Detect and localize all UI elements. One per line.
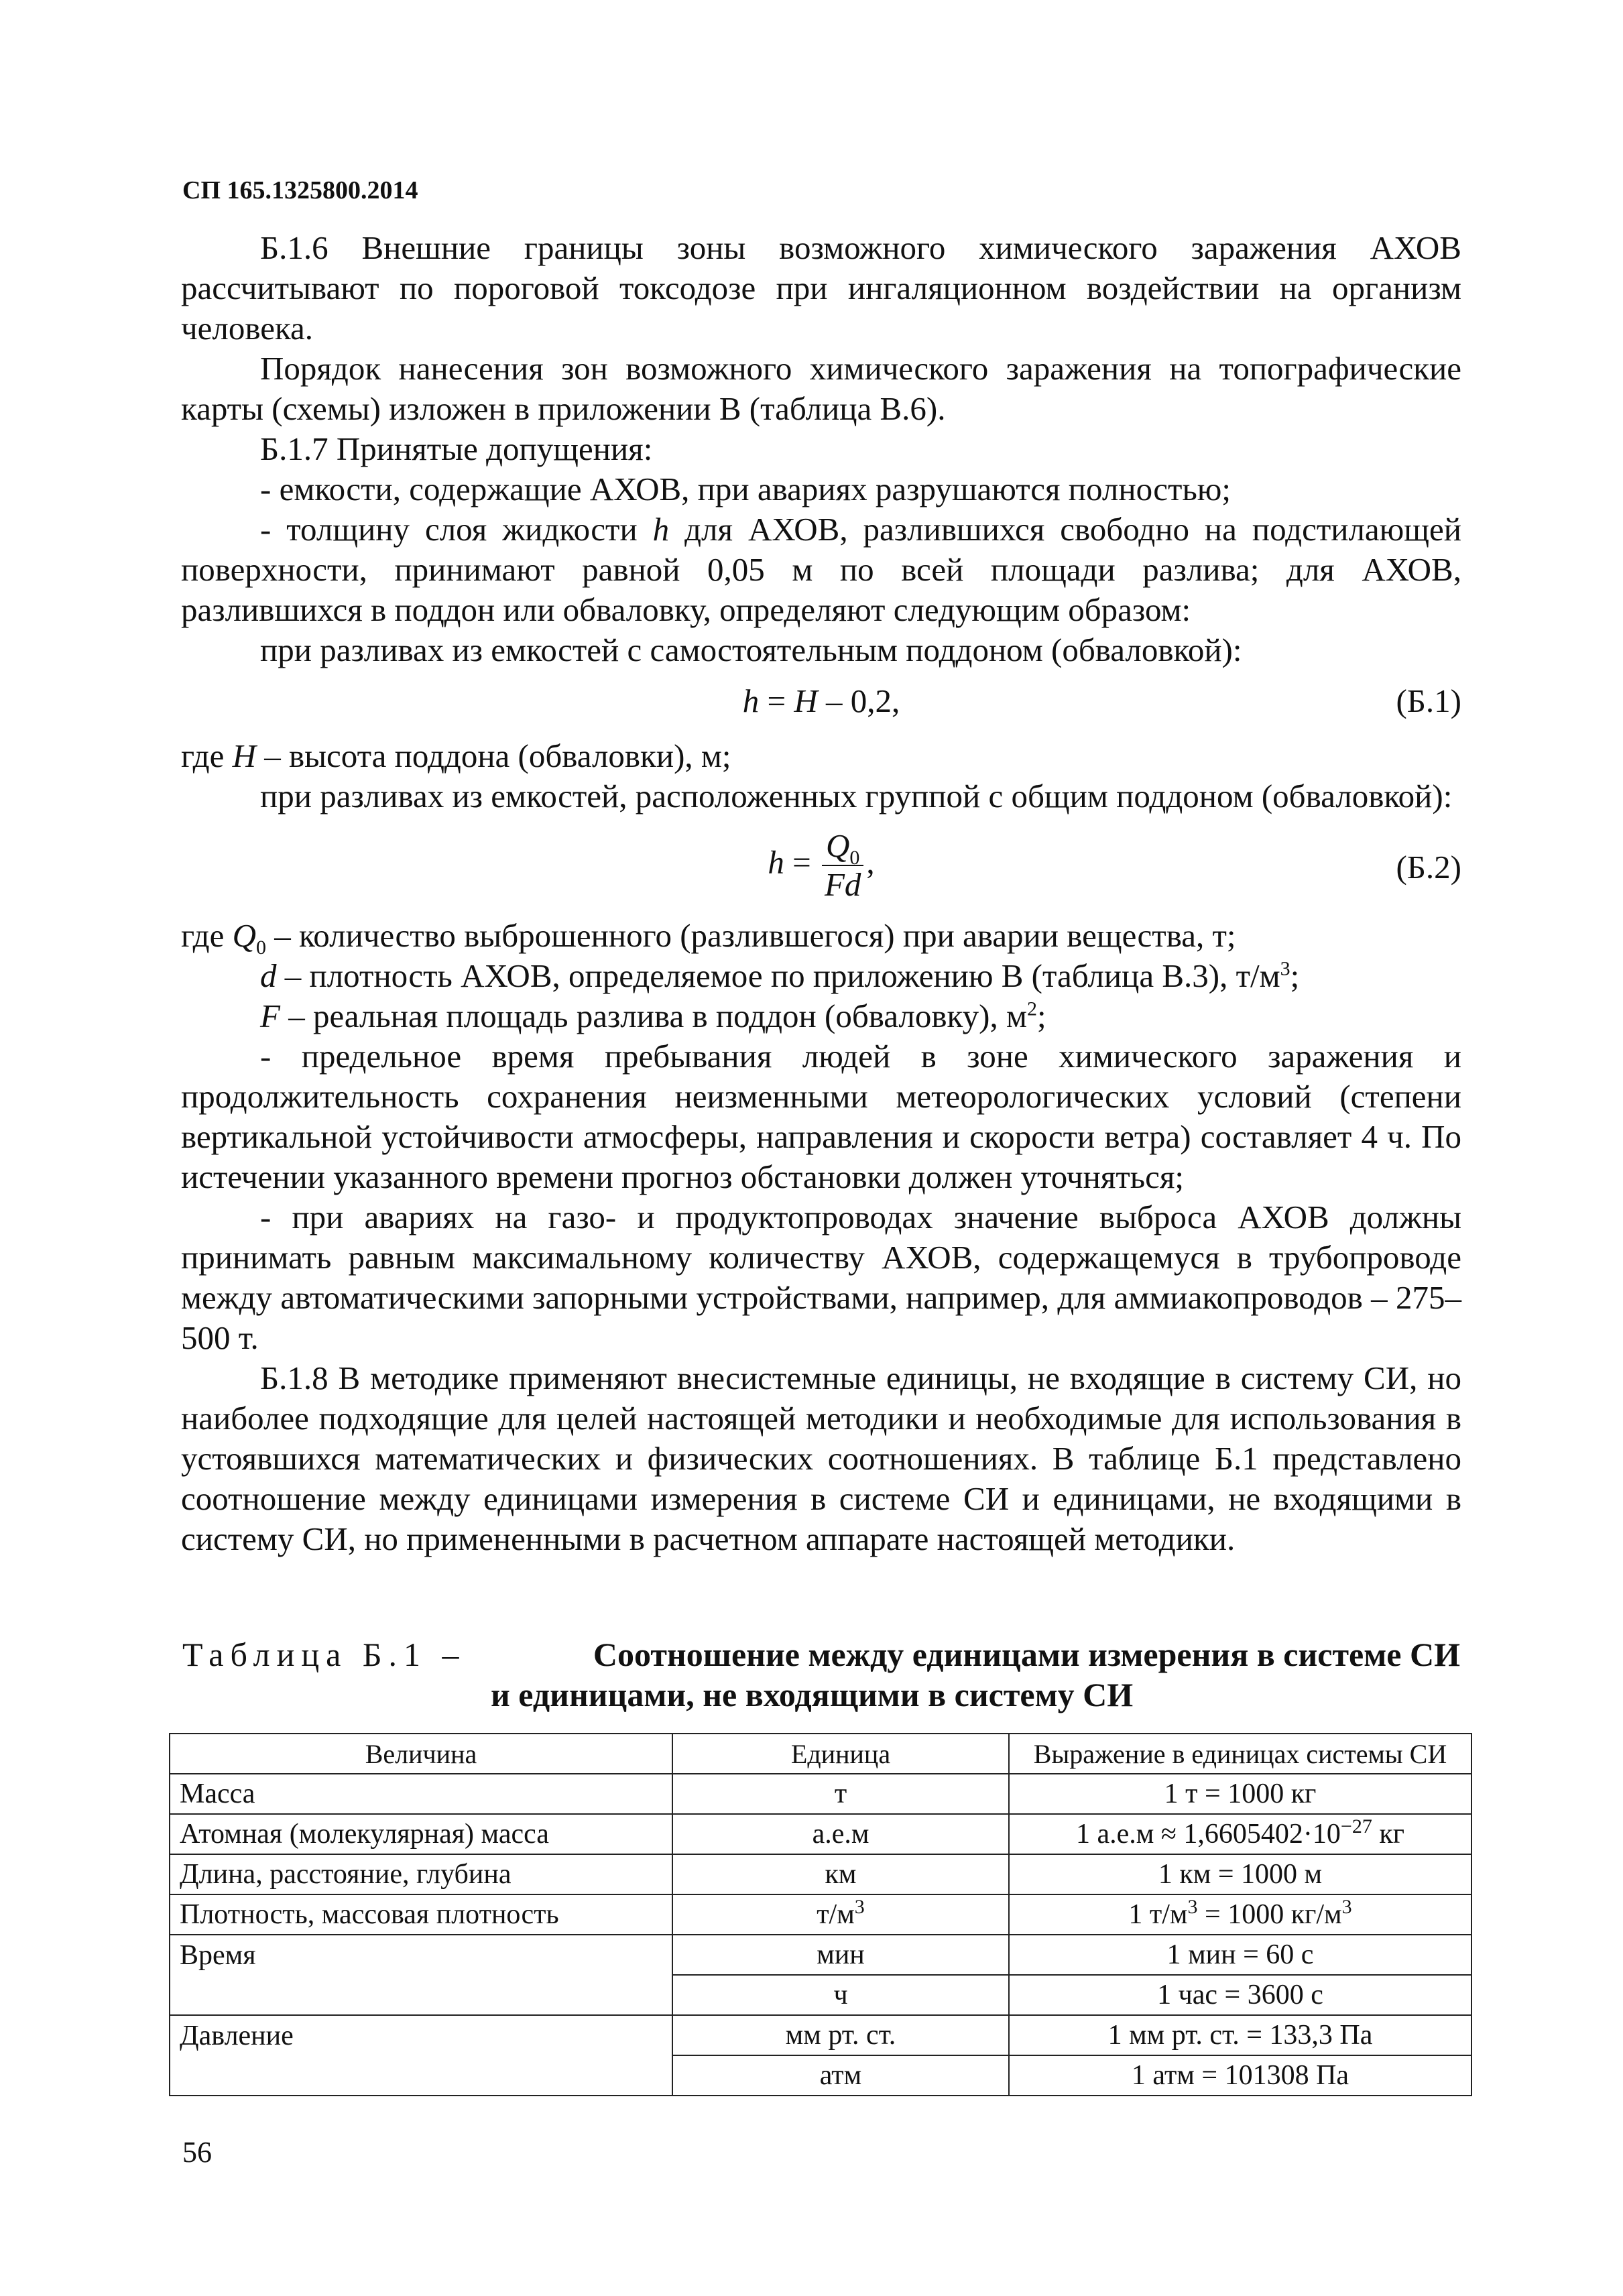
table-label: Таблица Б.1 – — [182, 1636, 466, 1673]
table-row: Давление мм рт. ст. 1 мм рт. ст. = 133,3 Па — [170, 2015, 1471, 2055]
paragraph-own-tray: при разливах из емкостей с самостоятельным поддоном (обваловкой): — [260, 631, 1242, 668]
document-code: СП 165.1325800.2014 — [182, 176, 418, 204]
definition-f: F – реальная площадь разлива в поддон (обваловку), $м^2$; — [260, 998, 1046, 1034]
definition-h: где H – высота поддона (обваловки), м; — [181, 737, 731, 774]
table-title-line-2: и единицами, не входящими в систему СИ — [491, 1676, 1134, 1713]
paragraph-order: Порядок нанесения зон возможного химического заражения на топографические карты (схемы) изложен в приложении В (таблица В.6). — [181, 350, 1461, 427]
units-table — [169, 1733, 1472, 2096]
definition-d: d – плотность АХОВ, определяемое по приложению В (таблица В.3), $т/м^3$; — [260, 957, 1300, 994]
table-row: Атомная (молекулярная) масса а.е.м 1 $а.е.м \approx 1,6605402\cdot 10^{-27}$ кг — [170, 1814, 1471, 1854]
table-row: Время мин 1 мин = 60 с — [170, 1935, 1471, 1975]
header-unit: Единица — [672, 1734, 1009, 1774]
table-row: Плотность, массовая плотность $т/м^3$ 1 $т/м^3 = 1000$ $кг/м^3$ — [170, 1894, 1471, 1935]
paragraph-b17: Б.1.7 Принятые допущения: — [260, 430, 653, 467]
table-row: Масса т 1 т = 1000 кг — [170, 1774, 1471, 1814]
table-header-row — [170, 1734, 1471, 1774]
body-text — [181, 228, 1461, 1559]
table-caption — [182, 1634, 1460, 1715]
paragraph-b18: Б.1.8 В методике применяют внесистемные единицы, не входящие в систему СИ, но наиболее подходящие для целей настоящей методики и необходимые для использования в устоявшихся математических и физических соотношениях. В таблице Б.1 представлено соотношение между единицами измерения в системе СИ и единицами, не входящими в систему СИ, но примененными в расчетном аппарате настоящей методики. — [181, 1360, 1461, 1557]
list-item-pipelines: - при авариях на газо- и продуктопроводах значение выброса АХОВ должны принимать равным максимальному количеству АХОВ, содержащемуся в трубопроводе между автоматическими запорными устройствами, например, для аммиакопроводов – 275–500 т. — [181, 1199, 1461, 1356]
paragraph-common-tray: при разливах из емкостей, расположенных группой с общим поддоном (обваловкой): — [260, 778, 1453, 814]
list-item-layer-thickness: - толщину слоя жидкости h для АХОВ, разлившихся свободно на подстилающей поверхности, принимают равной 0,05 м по всей площади разлива; для АХОВ, разлившихся в поддон или обваловку, определяют следующим образом: — [181, 511, 1461, 628]
header-si-expression: Выражение в единицах системы СИ — [1009, 1734, 1471, 1774]
list-item-time-limit: - предельное время пребывания людей в зоне химического заражения и продолжительность сохранения неизменными метеорологических условий (степени вертикальной устойчивости атмосферы, направления и скорости ветра) составляет 4 ч. По истечении указанного времени прогноз обстановки должен уточняться; — [181, 1038, 1461, 1195]
formula-b1: h = H – 0,2, (Б.1) — [181, 677, 1461, 731]
formula-b2: h = $\frac{Q_0}{Fd}$ , (Б.2) — [768, 827, 1461, 903]
table-row: ч 1 час = 3600 с — [170, 1975, 1471, 2015]
table-title-line-1: Соотношение между единицами измерения в системе СИ — [593, 1636, 1460, 1673]
fraction: $\frac{Q_0}{Fd}$ — [822, 827, 863, 904]
page-number: 56 — [182, 2136, 212, 2169]
table-row: атм 1 атм = 101308 Па — [170, 2055, 1471, 2096]
formula-number: (Б.1) — [1396, 682, 1461, 719]
formula-number: (Б.2) — [1396, 849, 1461, 886]
paragraph-b16: Б.1.6 Внешние границы зоны возможного химического заражения АХОВ рассчитывают по пороговой токсодозе при ингаляционном воздействии на организм человека. — [181, 229, 1461, 347]
header-quantity: Величина — [170, 1734, 672, 1774]
list-item-tanks: - емкости, содержащие АХОВ, при авариях разрушаются полностью; — [260, 471, 1231, 507]
table-row: Длина, расстояние, глубина км 1 км = 1000 м — [170, 1854, 1471, 1894]
definition-q0: где $Q_0$ – количество выброшенного (разлившегося) при аварии вещества, т; — [181, 917, 1236, 959]
